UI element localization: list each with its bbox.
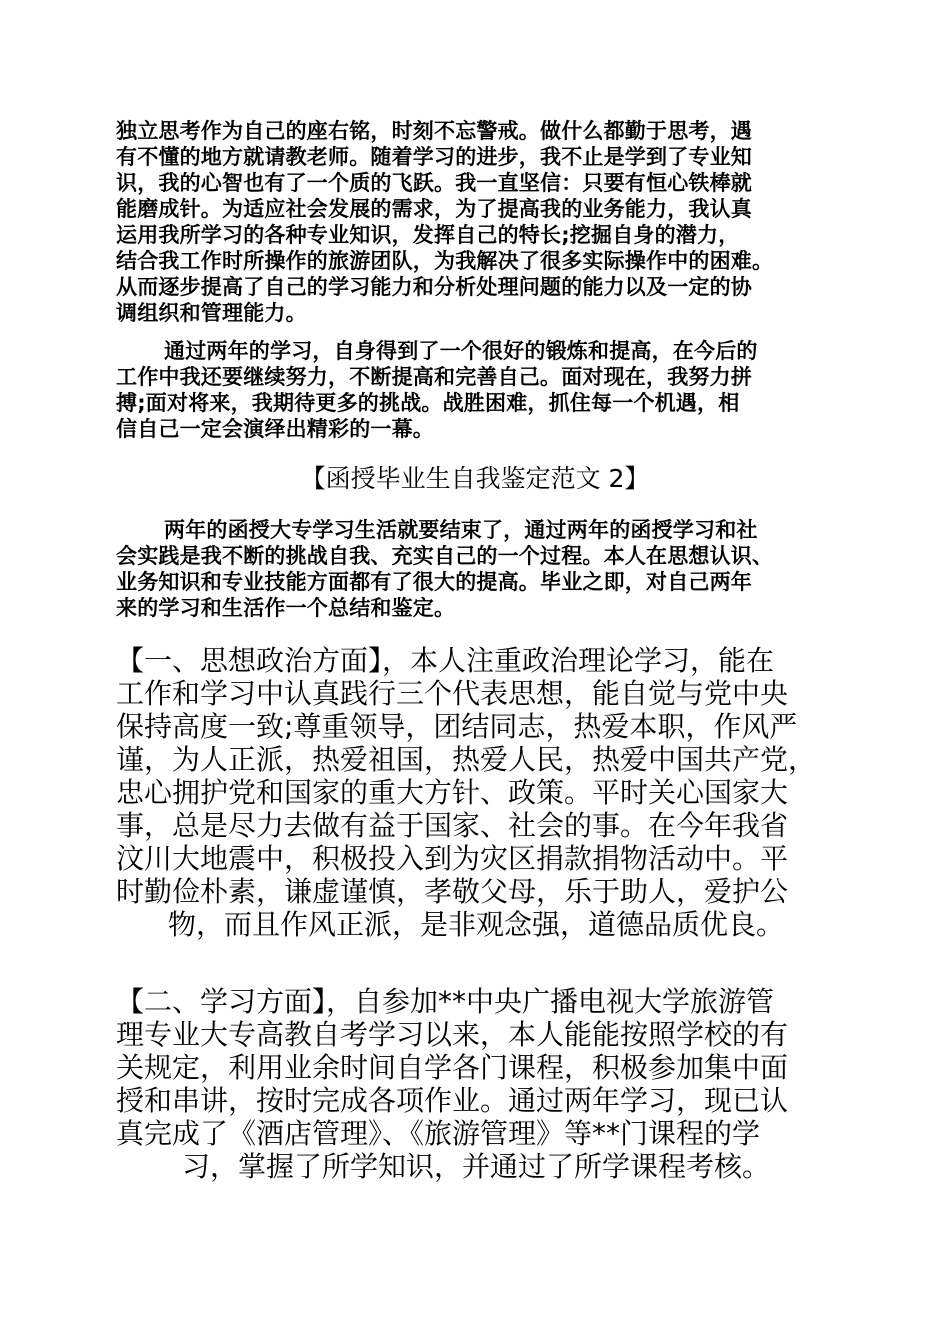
text-line: 识，我的心智也有了一个质的飞跃。我一直坚信：只要有恒心铁棒就 [116,171,752,195]
text-line: 结合我工作时所操作的旅游团队，为我解决了很多实际操作中的困难。 [116,249,774,273]
text-line: 调组织和管理能力。 [116,301,307,325]
text-line: 通过两年的学习，自身得到了一个很好的锻炼和提高，在今后的 [164,339,758,363]
text-line: 工作中我还要继续努力，不断提高和完善自己。面对现在，我努力拼 [116,365,752,389]
text-line: 运用我所学习的各种专业知识，发挥自己的特长;挖掘自身的潜力， [116,223,740,247]
text-line: 汶川大地震中，积极投入到为灾区捐款捐物活动中。平 [116,842,789,875]
text-line: 业务知识和专业技能方面都有了很大的提高。毕业之即，对自己两年 [116,570,752,594]
text-line: 独立思考作为自己的座右铭，时刻不忘警戒。做什么都勤于思考，遇 [116,119,752,143]
text-line: 来的学习和生活作一个总结和鉴定。 [116,596,456,620]
text-line: 理专业大专高教自考学习以来，本人能能按照学校的有 [116,1018,789,1051]
text-line: 物，而且作风正派，是非观念强，道德品质优良。 [167,908,784,941]
text-line: 真完成了《酒店管理》、《旅游管理》等**门课程的学 [116,1117,761,1150]
text-line: 事，总是尽力去做有益于国家、社会的事。在今年我省 [116,809,789,842]
text-line: 信自己一定会演绎出精彩的一幕。 [116,417,434,441]
text-line: 【二、学习方面】，自参加**中央广播电视大学旅游管 [116,985,775,1018]
paragraph-study [116,985,836,1183]
text-line: 有不懂的地方就请教老师。随着学习的进步，我不止是学到了专业知 [116,145,752,169]
text-line: 谨，为人正派，热爱祖国，热爱人民，热爱中国共产党， [116,743,817,776]
section-heading: 【函授毕业生自我鉴定范文 2】 [300,464,650,493]
paragraph-conclusion [116,338,758,442]
paragraph-intro [116,517,773,621]
text-line: 关规定，利用业余时间自学各门课程，积极参加集中面 [116,1051,789,1084]
text-line: 保持高度一致;尊重领导，团结同志，热爱本职，作风严 [116,710,798,743]
text-line: 两年的函授大专学习生活就要结束了，通过两年的函授学习和社 [164,518,758,542]
text-line: 【一、思想政治方面】，本人注重政治理论学习，能在 [116,644,775,677]
text-line: 习，掌握了所学知识，并通过了所学课程考核。 [181,1150,770,1183]
text-line: 搏;面对将来，我期待更多的挑战。战胜困难，抓住每一个机遇，相 [116,391,740,415]
text-line: 时勤俭朴素，谦虚谨慎，孝敬父母，乐于助人，爱护公 [116,875,789,908]
text-line: 授和串讲，按时完成各项作业。通过两年学习，现已认 [116,1084,789,1117]
text-line: 会实践是我不断的挑战自我、充实自己的一个过程。本人在思想认识、 [116,544,774,568]
paragraph-self-reflection [116,118,773,326]
text-line: 忠心拥护党和国家的重大方针、政策。平时关心国家大 [116,776,789,809]
text-line: 工作和学习中认真践行三个代表思想，能自觉与党中央 [116,677,789,710]
paragraph-political-thought [116,644,836,941]
text-line: 能磨成针。为适应社会发展的需求，为了提高我的业务能力，我认真 [116,197,752,221]
text-line: 从而逐步提高了自己的学习能力和分析处理问题的能力以及一定的协 [116,275,752,299]
